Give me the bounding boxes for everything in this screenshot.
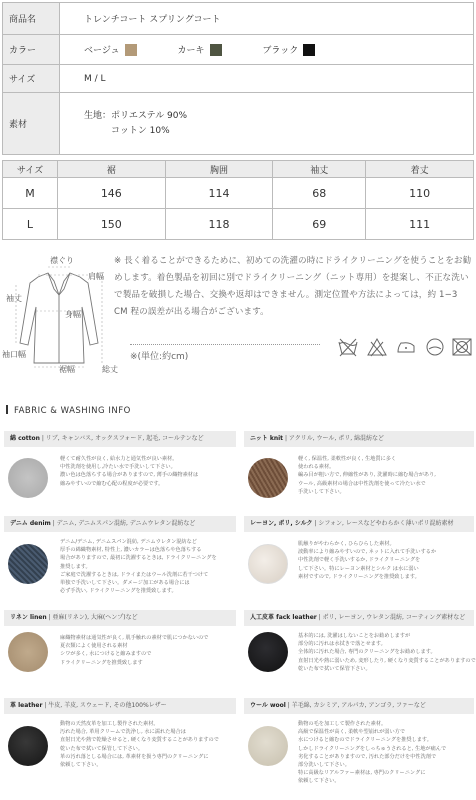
color-swatch-black	[303, 44, 315, 56]
desc-line: 軽くて耐久性が良く, 給水力と通気性が良い素材。	[60, 456, 178, 462]
length-label: 総丈	[102, 365, 118, 374]
fabric-swatch-wool	[248, 726, 288, 766]
size-cell: 146	[58, 178, 166, 209]
desc-line: 肌触りがやわらかく, ひらひらした素材。	[298, 541, 395, 547]
fabric-swatch-faux-leather	[248, 632, 288, 672]
material-label: 素材	[3, 93, 60, 155]
size-cell: 114	[165, 178, 273, 209]
desc-line: シワが多く, 水につけると縮みますので	[60, 651, 152, 658]
color-swatch-khaki	[210, 44, 222, 56]
fabric-desc	[60, 720, 236, 769]
dry-clean-icon	[424, 336, 446, 358]
fabric-sub: | デニム, デニムスパン混紡, デニムウレタン混紡など	[52, 520, 196, 527]
desc-line: ドライクリーニングを推奨致します	[60, 659, 143, 666]
desc-line: 手洗いして下さい。	[298, 488, 345, 495]
fabric-name: デニム denim	[10, 520, 51, 527]
size-cell: 111	[366, 209, 474, 240]
fabric-card-header	[244, 516, 474, 532]
desc-line: 縮みやすいので縮む心配の程度が必要です。	[60, 480, 164, 487]
material-line-1: 生地：ポリエステル 90%	[84, 110, 188, 121]
fabric-card-header	[4, 516, 236, 532]
desc-line: ウール, 高級素材の場合は中性洗剤を使って冷たい水で	[298, 480, 426, 487]
size-row-m	[3, 178, 474, 209]
fabric-sub: | ポリ, レーヨン, ウレタン混紡, コーティング素材など	[318, 614, 466, 621]
desc-line: しかしドライクリーニングをしっちゅうされると, 生地が痛んで	[298, 745, 447, 752]
desc-line: 全体的に汚れた場合, 専門のクリーニングをお勧めします。	[298, 649, 436, 656]
size-cell: 69	[273, 209, 366, 240]
fabric-name: レーヨン, ポリ, シルク	[250, 520, 313, 527]
fabric-desc	[298, 720, 474, 786]
fabric-card-header	[244, 698, 474, 714]
size-cell: 118	[165, 209, 273, 240]
sleeve-label: 袖丈	[6, 294, 22, 303]
product-name-label: 商品名	[3, 3, 60, 35]
fabric-swatch-cotton	[8, 458, 48, 498]
fabric-card-header	[244, 431, 474, 447]
size-cell: L	[3, 209, 58, 240]
no-bleach-icon	[366, 336, 388, 358]
section-title-text: FABRIC & WASHING INFO	[14, 406, 131, 416]
material-line-2: コットン 10%	[111, 125, 170, 136]
fabric-desc	[298, 632, 474, 673]
size-cell: 150	[58, 209, 166, 240]
neck-label: 襟ぐり	[50, 256, 74, 265]
fabric-card-header	[4, 431, 236, 447]
desc-line: 動物の天然皮革を加工し製作された素材。	[60, 721, 159, 727]
desc-line: 麻織物素材は通気性が良く, 肌手触れの素材で肌につかないので	[60, 635, 209, 641]
body-width-label: 身幅	[65, 310, 81, 319]
desc-line: 中性洗剤を使用し,冷たい水で手洗いして下さい。	[60, 464, 176, 471]
desc-line: 中性洗剤で軽く手洗いするか, ドライクリーニングを	[298, 557, 421, 564]
fabric-sub: | 羊毛綿, カシミア, アルパカ, アンゴラ, ファーなど	[287, 702, 426, 709]
color-option-beige	[84, 43, 137, 57]
fabric-name: ニット knit	[250, 435, 284, 442]
desc-line: 特に高級なリアルファー素材は, 専門のクリーニングに	[298, 770, 426, 777]
desc-line: 波動率により縮みやすいので, ネットに入れて手洗いするか	[298, 549, 437, 556]
fabric-sub: | シフォン, レースなどやわらかく薄いポリ混紡素材	[314, 520, 454, 527]
desc-line: して下さい。特にレーヨン素材とシルク は水に弱い	[298, 565, 419, 572]
desc-line: 直射日光や熱に弱いため, 変形したり, 硬くなり変質することがありますので	[298, 657, 476, 664]
material-value	[60, 93, 474, 155]
care-note: ※ 長く着ることができるために、初めての洗濯の時にドライクリーニングを使うことをお勧めします。着色製品を初回に別でドライクリーニング（ニット専用）を提案し、不正な洗いで製品を破損した場合、交換や返却はできません。測定位置や方法によっては，約 1−3 CM 程の誤差が出る場合がございます。	[114, 256, 472, 317]
desc-line: 場合がありますので, 最初に洗濯するときは, ドライクリーニングを	[60, 555, 217, 562]
section-bar	[6, 405, 8, 414]
desc-line: 素材ですので, ドライクリーニングを推奨致します。	[298, 573, 420, 580]
hem-label: 裾幅	[59, 365, 75, 374]
desc-line: 濃い色は色落ちする場合がありますので, 薄手の織物素材は	[60, 472, 199, 479]
desc-line: 乾いた布で拭いて保管して下さい。	[60, 745, 144, 752]
desc-line: 軽く, 保温性, 柔軟性が良く, 生地質に多く	[298, 456, 397, 462]
desc-line: 依頼して下さい。	[60, 762, 102, 769]
fabric-sub: | リブ, キャンバス, オックスフォード, 起毛, コールテンなど	[41, 435, 204, 442]
size-value: M / L	[60, 65, 474, 93]
size-header: 胸囲	[165, 161, 273, 178]
desc-line: 依頼して下さい。	[298, 778, 340, 785]
desc-line: ご家庭で洗濯するときは, ドライまたはウール洗剤に若干つけて	[60, 571, 209, 578]
size-header: 袖丈	[273, 161, 366, 178]
size-header: 着丈	[366, 161, 474, 178]
size-header: サイズ	[3, 161, 58, 178]
iron-low-icon	[395, 336, 417, 358]
fabric-name: ウール wool	[250, 702, 286, 709]
fabric-card-header	[4, 610, 236, 626]
fabric-swatch-linen	[8, 632, 48, 672]
color-option-khaki	[178, 43, 222, 57]
desc-line: 部分的に汚れは水拭きで落とせます。	[298, 641, 386, 648]
desc-line: 汚れた場合, 革用クリームで洗浄し, 水に濡れた場合は	[60, 729, 186, 736]
desc-line: デニム/デニム, デニムスパン混紡, デニムウレタン混紡など	[60, 539, 197, 545]
desc-line: 使われる素材。	[298, 464, 335, 471]
desc-line: 推奨します。	[60, 563, 91, 570]
desc-line: 単独で手洗いして下さい。ダメージ加工がある場合には	[60, 580, 190, 587]
fabric-sub: | 亜麻(リネン), 大麻(ヘンプ)など	[48, 614, 138, 621]
desc-line: 直射日光や熱で乾燥させると, 硬くなり変質することがありますので	[60, 737, 219, 744]
shoulder-label: 肩幅	[88, 272, 104, 281]
size-table	[2, 160, 474, 240]
fabric-sub: | アクリル, ウール, ポリ, 綿混紡など	[284, 435, 385, 442]
no-wash-icon	[337, 336, 359, 358]
fabric-desc	[298, 540, 474, 581]
fabric-name: 革 leather	[10, 702, 43, 709]
fabric-desc	[298, 455, 474, 496]
fabric-desc	[60, 455, 236, 488]
desc-line: 動物の毛を加工して製作された素材。	[298, 721, 387, 727]
fabric-desc	[60, 634, 236, 667]
fabric-name: 人工皮革 fack leather	[250, 614, 317, 621]
color-name: カーキ	[177, 45, 205, 56]
fabric-swatch-leather	[8, 726, 48, 766]
product-info-table	[2, 2, 474, 155]
unit-note: ※(単位:約cm)	[130, 352, 189, 362]
desc-line: 編み目が粗い方で, 伸縮性があり, 洗濯時に縮む場合があり,	[298, 472, 436, 479]
desc-line: 高級で保温性が高く, 柔軟や型崩れが弱い方で	[298, 729, 406, 736]
section-title	[6, 405, 131, 416]
fabric-swatch-denim	[8, 544, 48, 584]
desc-line: 乾いた布で拭いて保管下さい。	[298, 665, 371, 672]
no-tumble-dry-icon	[451, 336, 473, 358]
size-label: サイズ	[3, 65, 60, 93]
fabric-swatch-knit	[248, 458, 288, 498]
color-option-black	[262, 43, 315, 57]
color-name: ベージュ	[84, 45, 120, 56]
desc-line: 基本的には, 洗濯はしないことをお勧めしますが	[298, 633, 411, 639]
desc-line: 夏衣類によく使用される素材	[60, 643, 128, 650]
desc-line: 部分洗いして下さい。	[298, 762, 350, 769]
color-label: カラー	[3, 35, 60, 65]
desc-line: 革の汚れ落としる場合には, 革素材を扱う専門のクリーニングに	[60, 753, 209, 760]
fabric-name: 綿 cotton	[10, 435, 40, 442]
size-cell: 110	[366, 178, 474, 209]
product-name-value: トレンチコート スプリングコート	[60, 3, 474, 35]
fabric-sub: | 牛皮, 羊皮, スウェード, その他100%レザー	[44, 702, 167, 709]
fabric-swatch-rayon	[248, 544, 288, 584]
fabric-card-header	[244, 610, 474, 626]
fabric-card-header	[4, 698, 236, 714]
color-name: ブラック	[262, 45, 299, 56]
size-cell: 68	[273, 178, 366, 209]
desc-line: 劣化することがありますので, 汚れた部分だけを中性洗剤で	[298, 753, 437, 760]
color-list	[60, 35, 474, 65]
desc-line: 厚手の綿織物素材, 特性上, 濃いカラーは色落ちや色落ちする	[60, 547, 202, 554]
size-cell: M	[3, 178, 58, 209]
desc-line: 水につけると縮むのでドライクリーニングを推奨します。	[298, 737, 432, 744]
desc-line: 必ず手洗い, ドライクリーニングを推奨致します。	[60, 588, 177, 595]
size-row-l	[3, 209, 474, 240]
divider	[130, 344, 320, 345]
fabric-desc	[60, 538, 236, 595]
cuff-label: 袖口幅	[2, 350, 26, 359]
color-swatch-beige	[125, 44, 137, 56]
size-header: 裾	[58, 161, 166, 178]
fabric-name: リネン linen	[10, 614, 47, 621]
